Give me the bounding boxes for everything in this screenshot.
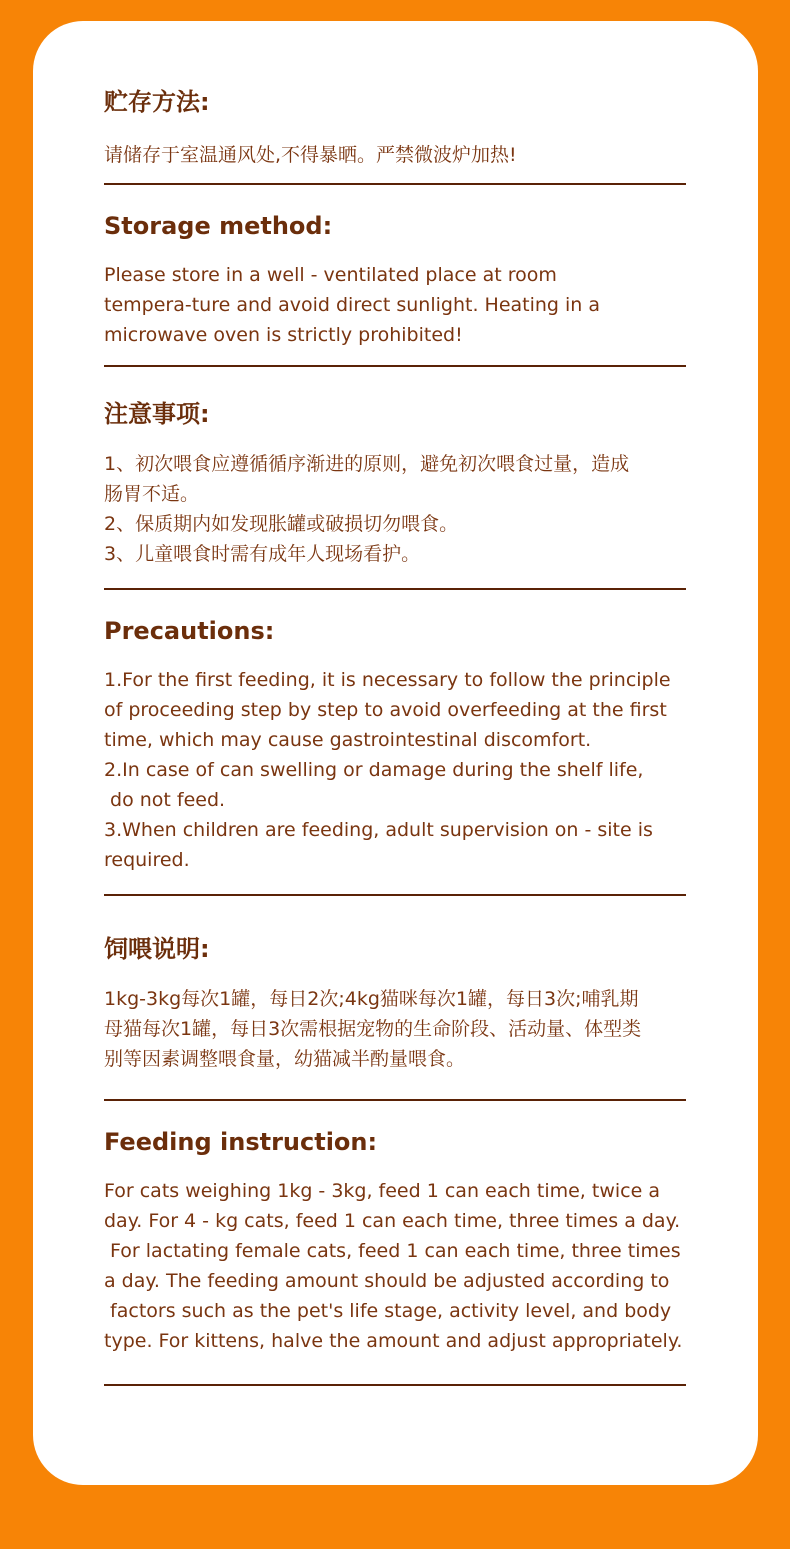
section-precautions-en: [104, 616, 704, 875]
section-heading: 贮存方法:: [104, 88, 210, 116]
body-line: 3.When children are feeding, adult supervision on - site is: [104, 819, 653, 841]
section-body: [104, 984, 704, 1074]
body-line: day. For 4 - kg cats, feed 1 can each time, three times a day.: [104, 1210, 681, 1232]
section-heading: Precautions:: [104, 617, 275, 645]
body-line: For lactating female cats, feed 1 can each time, three times: [104, 1240, 681, 1262]
section-body: [104, 140, 704, 170]
section-heading: Storage method:: [104, 212, 333, 240]
body-line: Please store in a well - ventilated place at room: [104, 264, 557, 286]
section-body: [104, 665, 704, 875]
divider: [104, 588, 686, 590]
body-line: microwave oven is strictly prohibited!: [104, 324, 463, 346]
divider: [104, 1099, 686, 1101]
section-heading: Feeding instruction:: [104, 1128, 378, 1156]
body-line: factors such as the pet's life stage, activity level, and body: [104, 1300, 672, 1322]
section-body: [104, 1176, 704, 1356]
body-line: 肠胃不适。: [104, 483, 200, 505]
body-line: tempera-ture and avoid direct sunlight. Heating in a: [104, 294, 601, 316]
section-heading: 注意事项:: [104, 400, 210, 428]
section-feeding-en: [104, 1127, 704, 1356]
body-line: a day. The feeding amount should be adjusted according to: [104, 1270, 670, 1292]
divider: [104, 365, 686, 367]
body-line: type. For kittens, halve the amount and adjust appropriately.: [104, 1330, 683, 1352]
body-line: do not feed.: [104, 789, 226, 811]
body-line: 3、儿童喂食时需有成年人现场看护。: [104, 543, 421, 565]
body-line: required.: [104, 849, 190, 871]
divider: [104, 1384, 686, 1386]
divider: [104, 894, 686, 896]
body-line: time, which may cause gastrointestinal discomfort.: [104, 729, 592, 751]
body-line: 母猫每次1罐，每日3次需根据宠物的生命阶段、活动量、体型类: [104, 1018, 642, 1040]
section-heading: 饲喂说明:: [104, 935, 210, 963]
body-line: 请储存于室温通风处,不得暴晒。严禁微波炉加热!: [104, 144, 517, 166]
body-line: 2、保质期内如发现胀罐或破损切勿喂食。: [104, 513, 459, 535]
section-precautions-cn: [104, 399, 704, 569]
body-line: For cats weighing 1kg - 3kg, feed 1 can each time, twice a: [104, 1180, 660, 1202]
body-line: 1、初次喂食应遵循循序渐进的原则，避免初次喂食过量，造成: [104, 453, 630, 475]
body-line: 1.For the first feeding, it is necessary to follow the principle: [104, 669, 671, 691]
body-line: 1kg-3kg每次1罐，每日2次;4kg猫咪每次1罐，每日3次;哺乳期: [104, 988, 639, 1010]
section-body: [104, 449, 704, 569]
section-feeding-cn: [104, 934, 704, 1074]
section-storage-cn: [104, 87, 704, 170]
section-storage-en: [104, 211, 704, 350]
section-body: [104, 260, 704, 350]
body-line: 别等因素调整喂食量，幼猫减半酌量喂食。: [104, 1048, 466, 1070]
body-line: 2.In case of can swelling or damage during the shelf life,: [104, 759, 644, 781]
body-line: of proceeding step by step to avoid overfeeding at the first: [104, 699, 667, 721]
divider: [104, 183, 686, 185]
